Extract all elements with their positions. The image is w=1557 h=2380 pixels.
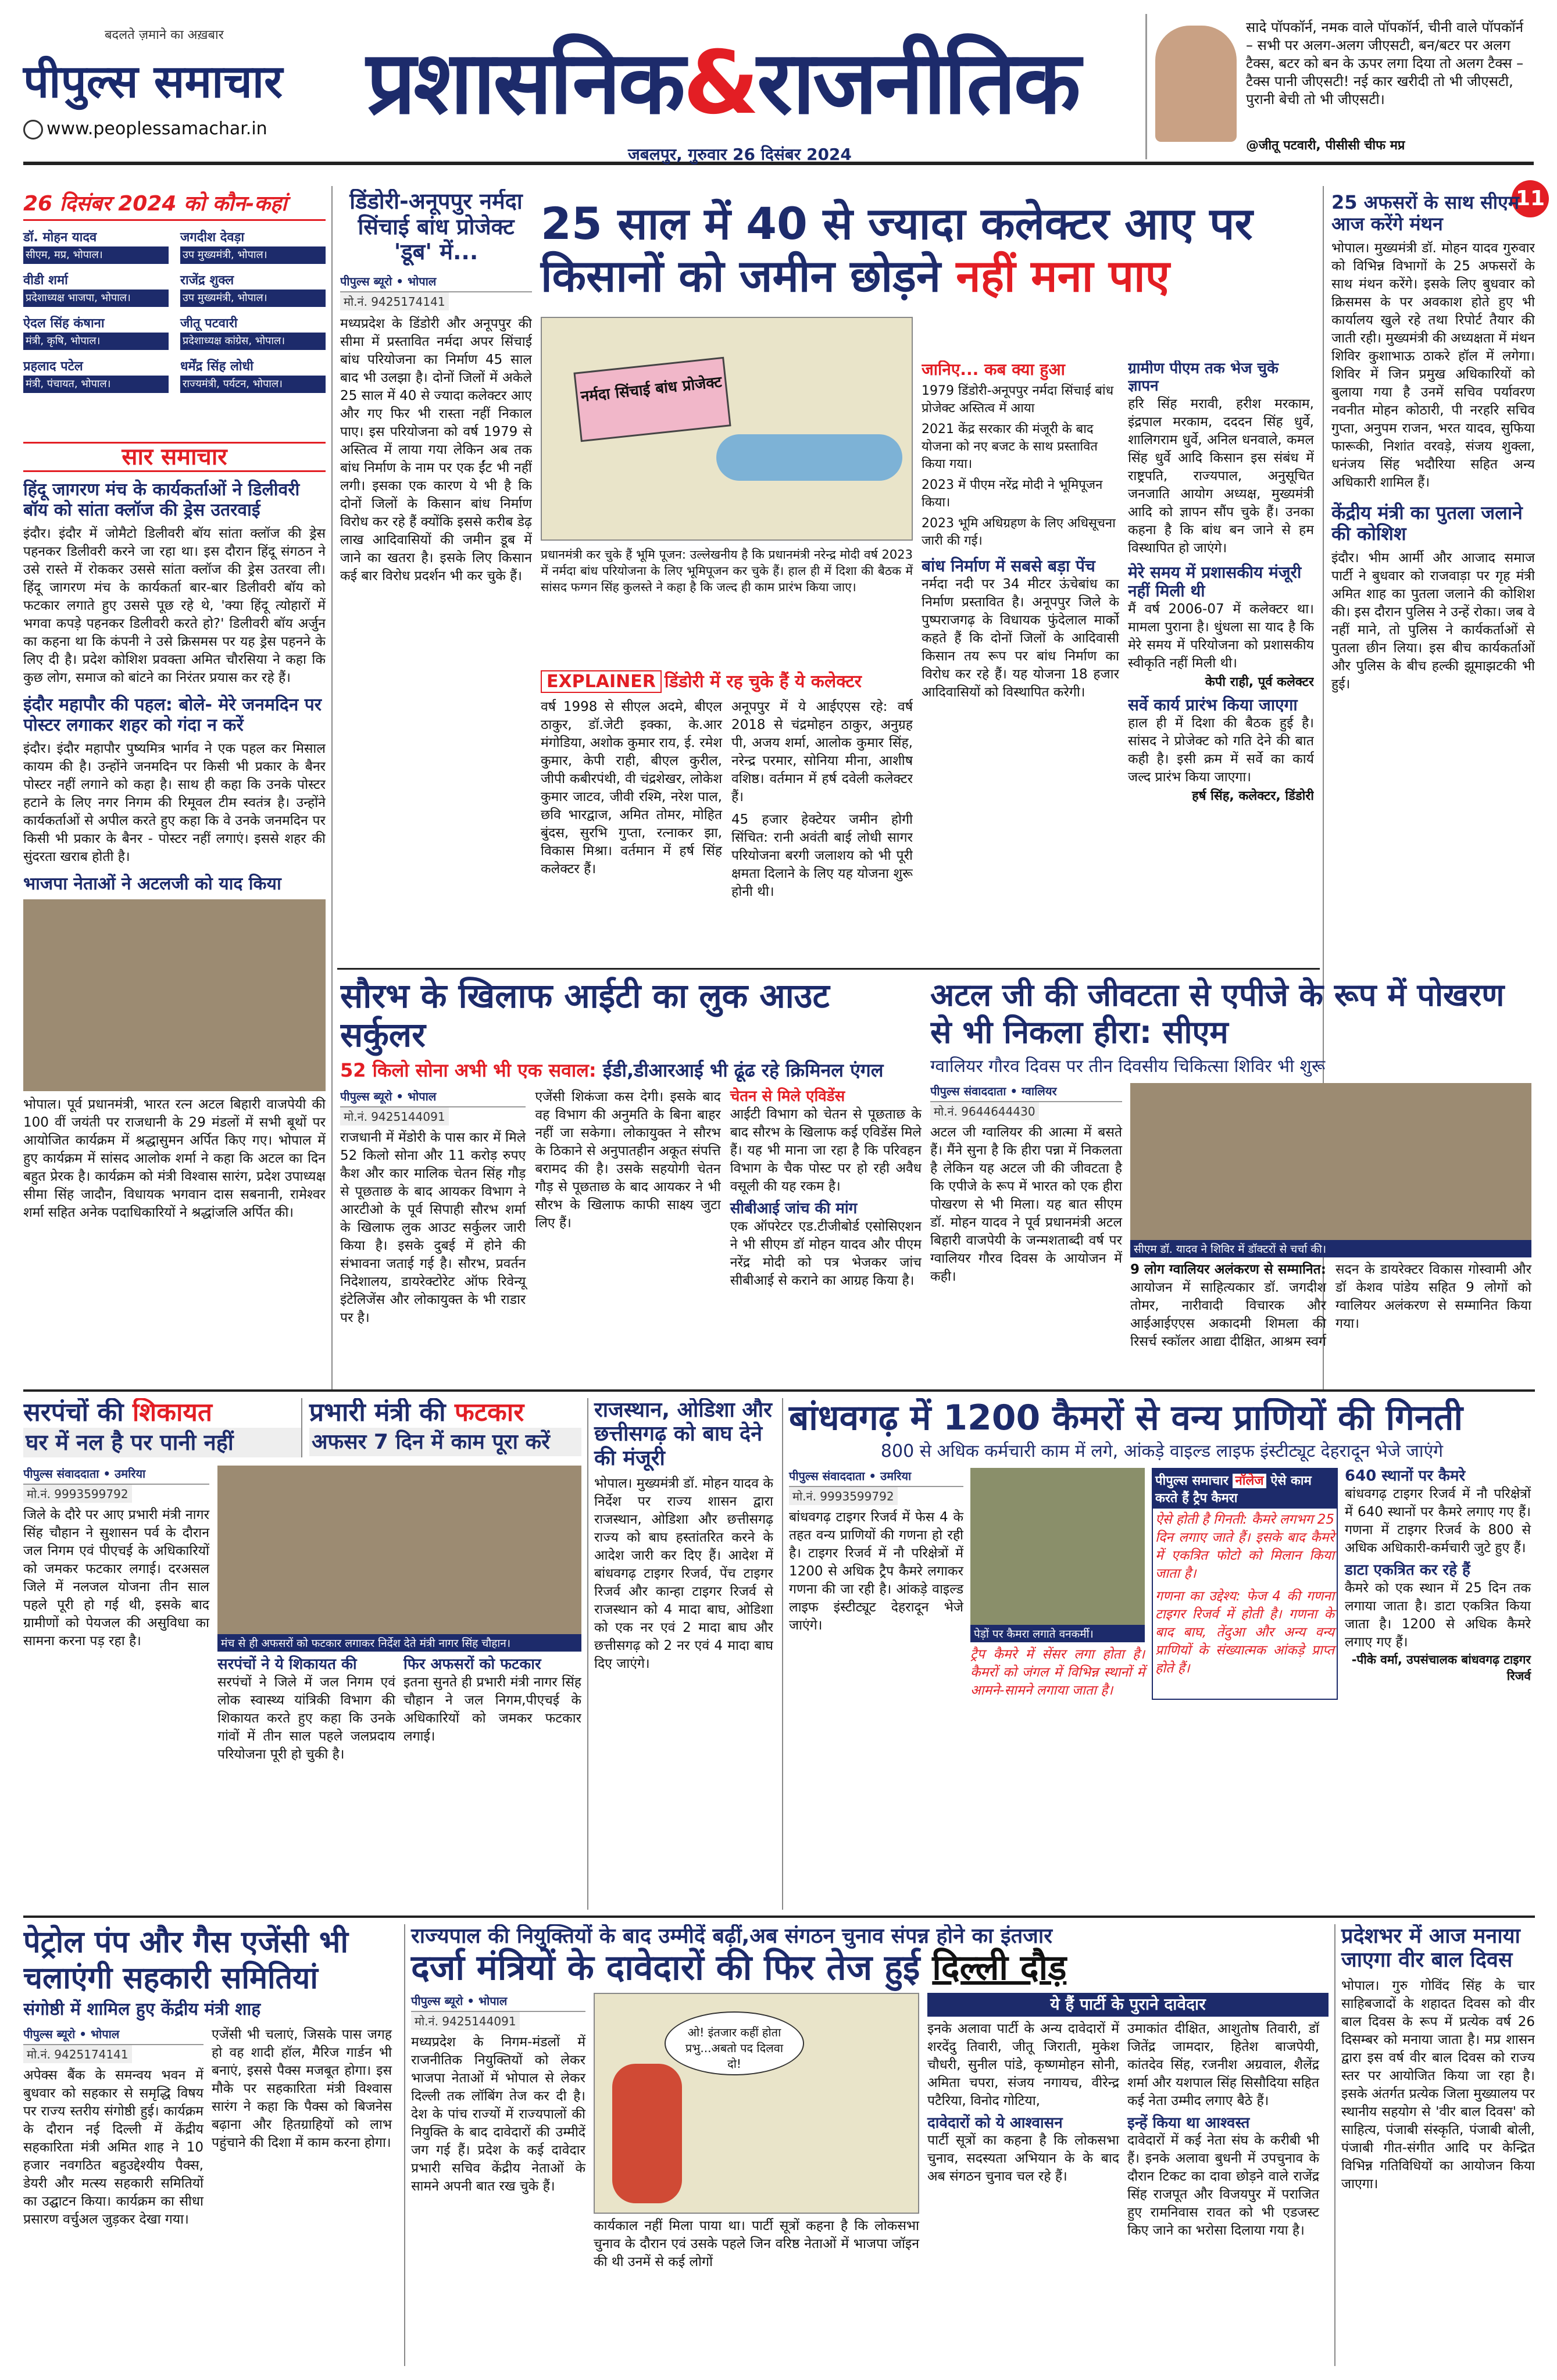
quote-sign: केपी राही, पूर्व कलेक्टर	[1205, 675, 1314, 690]
article-body: भोपाल। पूर्व प्रधानमंत्री, भारत रत्न अटल बिहारी वाजपेयी की 100 वीं जयंती पर राजधानी के 29 मंडलों में सभी बूथों पर आयोजित कार्यक्रम में श्रद्धासुमन अर्पित किए गए। भोपाल में हुए कार्यक्रम में सांसद आलोक शर्मा ने कहा कि अटल का दिन बहुत प्रेरक है। कार्यक्रम को मंत्री विश्वास सारंग, प्रदेश उपाध्यक्ष सीमा सिंह जादौन, विधायक भगवान दास सबनानी, रामेश्वर शर्मा सहित अनेक पदाधिकारियों ने श्रद्धांजलि अर्पित की।	[23, 1096, 326, 1220]
article-body: हाल ही में दिशा की बैठक हुई है। सांसद ने प्रोजेक्ट को गति देने की बात कही है। इसी क्रम में सर्वे का कार्य जल्द प्रारंभ किया जाएगा।	[1128, 716, 1314, 785]
politics-cartoon	[594, 1993, 919, 2214]
tiger-transfer-article	[587, 1398, 773, 1910]
article-body: मध्यप्रदेश के डिंडोरी और अनूपपुर की सीमा में प्रस्तावित नर्मदा अपर सिंचाई बांध परियोजना का निर्माण 45 साल बाद भी उलझा है। दोनों जिलों में अकेले 25 साल में 40 से ज्यादा कलेक्टर आए और गए फिर भी रास्ता नहीं निकाल पाए। इस परियोजना को वर्ष 1979 से अस्तित्व में लाया गया लेकिन अब तक बांध निर्माण के नाम पर एक ईंट भी नहीं लगी। इसका एक कारण ये भी है कि दोनों जिलों के किसान बांध निर्माण विरोध कर रहे हैं क्योंकि इससे करीब डेढ़ लाख आदिवासियों की जमीन डूब में जाने का खतरा है। इसके लिए किसान कई बार विरोध प्रदर्शन भी कर चुके हैं।	[340, 316, 532, 584]
schedule-item: जगदीश देवड़ा उप मुख्यमंत्री, भोपाल।	[180, 229, 326, 264]
globe-icon	[23, 120, 43, 140]
article-body: एजेंसी शिकंजा कस देगी। इसके बाद वह विभाग की अनुमति के बिना बाहर नहीं जा सकेगा। लोकायुक्त ने सौरभ के ठिकाने से अनुपातहीन अकूत संपत्ति बरामद की है। उसके सहयोगी चेतन गौड़ से पूछताछ के बाद आयकर ने भी सौरभ के खिलाफ काफी साक्ष्य जुटा लिए हैं।	[535, 1089, 721, 1231]
section-title-b: राजनीतिक	[756, 33, 1079, 134]
schedule-item: जीतू पटवारी प्रदेशाध्यक्ष कांग्रेस, भोपाल।	[180, 315, 326, 350]
box-label: पीपुल्स समाचार	[1155, 1474, 1229, 1488]
schedule-item: धर्मेंद्र सिंह लोधी राज्यमंत्री, पर्यटन, भोपाल।	[180, 358, 326, 393]
headline-highlight: दिल्ली दौड़	[932, 1947, 1067, 1989]
article-headline[interactable]: दर्जा मंत्रियों के दावेदारों की फिर तेज हुई	[411, 1947, 920, 1989]
paper-tagline: बदलते ज़माने का अख़बार	[105, 28, 224, 42]
paper-logo[interactable]	[23, 26, 349, 153]
section-rule	[23, 1916, 1535, 1918]
subhead: सर्वे कार्य प्रारंभ किया जाएगा	[1128, 695, 1298, 715]
article-body: इंदौर। इंदौर महापौर पुष्यमित्र भार्गव ने एक पहल कर मिसाल कायम की है। उन्होंने जनमदिन पर किसी भी प्रकार के बैनर पोस्टर नहीं लगाने को कहा है। साथ ही कहा कि उनके पोस्टर हटाने के लिए नगर निगम की रिमूवल टीम स्वतंत्र है। उन्होंने कार्यकर्ताओं से अपील करते हुए कहा कि वे उनके जनमदिन पर किसी भी प्रकार के बैनर - पोस्टर नहीं लगाएं। इससे शहर की सुंदरता खराब होती है।	[23, 741, 326, 864]
article-body: मध्यप्रदेश के निगम-मंडलों में राजनीतिक नियुक्तियों को लेकर भाजपा नेताओं में भोपाल से लेकर दिल्ली तक लॉबिंग तेज कर दी है। देश के पांच राज्यों में राज्यपालों की नियुक्ति के बाद दावेदारों की उम्मीदें जग गई हैं। प्रदेश के कई दावेदार प्रभारी सचिव केंद्रीय नेताओं के सामने अपनी बात रख चुके हैं।	[411, 2035, 585, 2195]
appointments-article	[404, 1924, 1329, 2366]
anuppur-collectors: अनूपपुर में ये आईएएस रहे: वर्ष 2018 से चंद्रमोहन ठाकुर, अनुग्रह पी, अजय शर्मा, आलोक कुमार सिंह, नरेन्द्र परमार, सोनिया मीना, आशीष वशिष्ठ। वर्तमान में हर्ष दवेली कलेक्टर हैं।	[731, 699, 913, 805]
byline: पीपुल्स ब्यूरो • भोपाल	[340, 273, 532, 292]
quote-box	[1145, 14, 1534, 159]
article-headline[interactable]: सौरभ के खिलाफ आईटी का लुक आउट सर्कुलर	[340, 977, 830, 1055]
article-body: दावेदारों में कई नेता संघ के करीबी भी हैं। इनके अलावा बुधनी में उपचुनाव के दौरान टिकट का दावा छोड़ने वाले राजेंद्र सिंह राजपूत और विजयपुर में पराजित हुए रामनिवास रावत को भी एडजस्ट किए जाने का भरोसा दिलाया गया है।	[1127, 2133, 1319, 2239]
news-brief-column	[23, 442, 326, 1384]
subhead: बांध निर्माण में सबसे बड़ा पेंच	[922, 556, 1095, 576]
mobile-number: मो.नं. 9425144091	[411, 2012, 520, 2030]
article-body: कार्यकाल नहीं मिला पाया था। पार्टी सूत्रों कहना है कि लोकसभा चुनाव के दौरान एवं उसके पहले जिन वरिष्ठ नेताओं में भाजपा जॉइन की थी उनमें से कई लोगों	[594, 2218, 919, 2270]
quote-text: सादे पॉपकॉर्न, नमक वाले पॉपकॉर्न, चीनी वाले पॉपकॉर्न – सभी पर अलग-अलग जीएसटी, बन/बटर पर अलग टैक्स, बटर को बन के ऊपर लगा दिया तो अलग टैक्स – टैक्स पानी जीएसटी! नई कार खरीदी तो भी जीएसटी, पुरानी बेची तो भी जीएसटी।	[1246, 19, 1524, 108]
article-headline[interactable]: अटल जी की जीवटता से एपीजे के रूप में पोखरण से भी निकला हीरा: सीएम	[930, 977, 1505, 1050]
explainer-headline: डिंडोरी में रह चुके हैं ये कलेक्टर	[664, 671, 862, 692]
schedule-item: राजेंद्र शुक्ल उप मुख्यमंत्री, भोपाल।	[180, 272, 326, 307]
article-body: इंदौर। इंदौर में जोमैटो डिलीवरी बॉय सांता क्लॉज की ड्रेस पहनकर डिलीवरी करने जा रहा था। इस दौरान हिंदू संगठन ने उसे रास्ते में रोककर उससे सांता क्लॉज की ड्रेस उतरवा ली। हिंदू जागरण मंच के कार्यकर्ता बार-बार डिलीवरी बॉय को फटकार लगाते हुए उससे पूछ रहे थे, 'क्या हिंदू त्योहारों में भगवा कपड़े पहनकर डिलीवरी करते हो?' डिलीवरी बॉय अर्जुन का कहना था कि कंपनी ने उसे क्रिसमस पर यह ड्रेस पहनने के लिए दी है। प्रदेश कोशिश प्रवक्ता अमित चौरसिया ने कहा कि कुछ लोग, समाज को बांटने का निरंतर प्रयास कर रहे हैं।	[23, 526, 326, 685]
column-divider	[331, 186, 333, 1389]
byline: पीपुल्स संवाददाता • ग्वालियर	[930, 1083, 1122, 1102]
schedule-item: ऐदल सिंह कंषाना मंत्री, कृषि, भोपाल।	[23, 315, 169, 350]
article-headline[interactable]: घर में नल है पर पानी नहीं	[23, 1428, 301, 1458]
quote-source: @जीतू पटवारी, पीसीसी चीफ मप्र	[1246, 138, 1405, 153]
subhead: इन्हें किया था आश्वस्त	[1127, 2114, 1250, 2132]
photo-caption: मंच से ही अफसरों को फटकार लगाकर निर्देश देते मंत्री नागर सिंह चौहान।	[217, 1634, 581, 1652]
subhead: ग्वालियर गौरव दिवस पर तीन दिवसीय चिकित्सा शिविर भी शुरू	[930, 1056, 1326, 1077]
masthead	[23, 14, 1534, 165]
article-body: उमाकांत दीक्षित, आशुतोष तिवारी, डॉ जितेंद्र जामदार, हितेश बाजपेयी, कांतदेव सिंह, रजनीश अग्रवाल, शैलेंद्र शर्मा और यशपाल सिंह सिसौदिया सहित कई नेता उम्मीद लगाए बैठे हैं।	[1127, 2021, 1319, 2109]
article-body: एजेंसी भी चलाएं, जिसके पास जगह हो वह शादी हॉल, मैरिज गार्डन भी बनाएं, इससे पैक्स मजबूत होगा। इस मौके पर सहकारिता मंत्री विश्वास सारंग ने कहा कि पैक्स को बिजनेस बढ़ाना और हितग्राहियों को लाभ पहुंचाने की दिशा में काम करना होगा।	[212, 2027, 392, 2150]
section-title	[366, 20, 1079, 138]
page-number: 11	[1512, 180, 1549, 217]
subhead: सरपंचों ने ये शिकायत की	[217, 1656, 357, 1674]
subhead: 800 से अधिक कर्मचारी काम में लगे, आंकड़े वाइल्ड लाइफ इंस्टीट्यूट देहरादून भेजे जाएंगे	[880, 1441, 1444, 1461]
subhead: मेरे समय में प्रशासकीय मंजूरी नहीं मिली थी	[1128, 562, 1302, 601]
article-body: सरपंचों ने जिले में जल निगम एवं लोक स्वास्थ्य यांत्रिकी विभाग की शिकायत करते हुए कहा कि उनके गांवों में तीन साल पहले जलप्रदाय परियोजना पूरी हो चुकी है।	[217, 1675, 395, 1763]
headline-highlight: शिकायत	[132, 1398, 213, 1427]
schedule-grid	[23, 229, 326, 393]
explainer-tag: EXPLAINER	[541, 670, 662, 693]
camera-trap-photo	[970, 1468, 1145, 1625]
dindori-main-headline[interactable]	[541, 198, 1297, 302]
explainer-body: वर्ष 1998 से सीएल अदमे, बीएल ठाकुर, डॉ.जेटी इक्का, के.आर मंगोडिया, अशोक कुमार राय, ई. रमेश कुमार, केपी राही, बीएल कुरील, जीपी कबीरपंथी, वी चंद्रशेखर, लोकेश कुमार जाटव, जीवी रश्मि, नरेश पाल, छवि भारद्वाज, अमित तोमर, मोहित बुंदस, सुरभि गुप्ता, रत्नाकर झा, विकास मिश्रा। वर्तमान में हर्ष सिंह कलेक्टर हैं।	[541, 699, 722, 877]
bandhavgarh-article	[782, 1398, 1535, 1910]
knowledge-box	[1152, 1468, 1338, 1700]
explainer-box	[541, 669, 913, 959]
article-headline[interactable]: भाजपा नेताओं ने अटलजी को याद किया	[23, 874, 281, 894]
article-body: अटल जी ग्वालियर की आत्मा में बसते हैं। मैंने सुना है कि हीरा पन्ना में निकलता है लेकिन यह अटल जी की जीवटता है कि एपीजे के रूप में भारत को एक हीरा पोखरण से भी मिला। यह बात सीएम डॉ. मोहन यादव ने पूर्व प्रधानमंत्री अटल बिहारी वाजपेयी के जन्मशताब्दी वर्ष पर ग्वालियर गौरव दिवस के आयोजन में कही।	[930, 1125, 1122, 1284]
subhead: ग्रामीण पीएम तक भेज चुके ज्ञापन	[1128, 360, 1279, 395]
mobile-number: मो.नं. 9425174141	[23, 2045, 132, 2063]
article-headline[interactable]: प्रदेशभर में आज मनाया जाएगा वीर बाल दिवस	[1341, 1924, 1520, 1972]
article-body: भोपाल। मुख्यमंत्री डॉ. मोहन यादव गुरुवार को विभिन्न विभागों के 25 अफसरों के साथ मंथन करेंगे। इसके लिए बुधवार को क्रिसमस के पर अवकाश होते हुए भी कार्यालय खुले रहे तथा रिपोर्ट तैयार की जाती रही। मुख्यमंत्री की अध्यक्षता में मंथन शिविर कुशाभाऊ ठाकरे हॉल में लगेगा। शिविर में जिन प्रमुख अधिकारियों को बुलाया गया है उनमें सचिव पर्यावरण नवनीत मोहन कोठारी, पी नरहरि सचिव गुप्ता, अनुपम राजन, भरत यादव, सुफिया फारूकी, निशांत वरवड़े, संजय शुक्ला, धनंजय सिंह भदौरिया सहित अन्य अधिकारी शामिल हैं।	[1331, 240, 1535, 490]
subhead: ईडी,डीआरआई भी ढूंढ रहे क्रिमिनल एंगल	[602, 1059, 884, 1082]
article-body: एक ऑपरेटर एड.टीजीबोर्ड एसोसिएशन ने भी सीएम डॉ मोहन यादव और पीएम नरेंद्र मोदी को पत्र भेजकर जांच सीबीआई से कराने का आग्रह किया है।	[730, 1219, 922, 1289]
timeline-item: 2023 भूमि अधिग्रहण के लिए अधिसूचना जारी की गई।	[922, 516, 1116, 549]
section-title-a: प्रशासनिक	[366, 33, 683, 134]
article-body: बांधवगढ़ टाइगर रिजर्व में नौ परिक्षेत्रों में 640 स्थानों पर कैमरे लगाए गए हैं। गणना में टाइगर रिजर्व के 800 से अधिक अधिकारी-कर्मचारी जुटे हुए हैं।	[1345, 1486, 1531, 1556]
dateline: जबलपुर, गुरुवार 26 दिसंबर 2024	[628, 145, 852, 164]
byline: पीपुल्स संवाददाता • उमरिया	[23, 1466, 209, 1485]
timeline-item: 1979 डिंडोरी-अनूपपुर नर्मदा सिंचाई बांध प्रोजेक्ट अस्तित्व में आया	[922, 384, 1114, 416]
box-tag: नॉलेज	[1233, 1474, 1266, 1488]
photo-caption: पेड़ों पर कैमरा लगाते वनकर्मी।	[970, 1625, 1145, 1642]
article-headline[interactable]: बांधवगढ़ में 1200 कैमरों से वन्य प्राणियों की गिनती	[789, 1398, 1463, 1438]
saurabh-article	[340, 977, 922, 1384]
veer-bal-article	[1334, 1924, 1535, 2366]
headline-highlight: फटकार	[454, 1398, 524, 1427]
article-body: मैं वर्ष 2006-07 में कलेक्टर था। मामला पुराना है। धुंधला सा याद है कि मेरे समय में परियोजना को प्रशासकीय स्वीकृति नहीं मिली थी।	[1128, 602, 1314, 671]
subhead: फिर अफसरों को फटकार	[403, 1656, 541, 1674]
article-headline[interactable]: अफसर 7 दिन में काम पूरा करें	[309, 1428, 581, 1456]
timeline-item: 2023 में पीएम नरेंद्र मोदी ने भूमिपूजन किया।	[922, 478, 1103, 510]
subhead: संगोष्ठी में शामिल हुए केंद्रीय मंत्री शाह	[23, 1999, 261, 2020]
section-rule	[337, 968, 1320, 970]
mobile-number: मो.नं. 9993599792	[23, 1485, 132, 1503]
photo-caption: प्रधानमंत्री कर चुके हैं भूमि पूजन: उल्लेखनीय है कि प्रधानमंत्री नरेन्द्र मोदी वर्ष 2023 में नर्मदा बांध परियोजना के लिए भूमिपूजन कर चुके हैं। हाल ही में दिशा की बैठक में सांसद फग्गन सिंह कुलस्ते ने कहा है कि जल्द ही काम प्रारंभ किया जाए।	[541, 548, 913, 594]
schedule-item: डॉ. मोहन यादव सीएम, मप्र, भोपाल।	[23, 229, 169, 264]
article-body: राजधानी में मेंडोरी के पास कार में मिले 52 किलो सोना और 11 करोड़ रुपए कैश और कार मालिक चेतन सिंह गौड़ से पूछताछ के बाद आयकर विभाग ने आरटीओ के पूर्व सिपाही सौरभ शर्मा के खिलाफ लुक आउट सर्कुलर जारी किया है। इसके दुबई में होने की संभावना जताई गई है। सौरभ, प्रवर्तन निदेशालय, डायरेक्टोरेट ऑफ रिवेन्यू इंटेलिजेंस और लोकायुक्त के भी राडार पर है।	[340, 1130, 526, 1326]
article-body: भोपाल। मुख्यमंत्री डॉ. मोहन यादव के निर्देश पर राज्य शासन द्वारा राजस्थान, ओडिशा और छत्तीसगढ़ राज्य को बाघ हस्तांतरित करने के आदेश जारी कर दिए हैं। आदेश में बांधवगढ़ टाइगर रिजर्व, पेंच टाइगर रिजर्व और कान्हा टाइगर रिजर्व से राजस्थान को 4 मादा बाघ, ओडिशा को एक नर एवं 2 मादा बाघ और छत्तीसगढ़ को 2 नर एवं 4 मादा बाघ दिए जाएंगे।	[594, 1476, 773, 1672]
article-headline[interactable]: डिंडोरी-अनूपपुर नर्मदा सिंचाई बांध प्रोजेक्ट 'डूब' में...	[349, 189, 523, 265]
quote-sign: हर्ष सिंह, कलेक्टर, डिंडोरी	[1192, 789, 1314, 804]
schedule-box	[23, 192, 326, 430]
headline-part: प्रभारी मंत्री की	[309, 1398, 446, 1427]
article-body: कैमरे को एक स्थान में 25 दिन तक लगाया जाता है। डाटा एकत्रित किया जाता है। 1200 से अधिक कैमरे लगाए गए हैं।	[1345, 1580, 1531, 1650]
article-headline[interactable]: इंदौर महापौर की पहल: बोले- मेरे जनमदिन पर पोस्टर लगाकर शहर को गंदा न करें	[23, 695, 322, 735]
article-body: बांधवगढ़ टाइगर रिजर्व में फेस 4 के तहत वन्य प्राणियों की गणना हो रही है। टाइगर रिजर्व में नौ परिक्षेत्रों में 1200 से अधिक ट्रैप कैमरे लगाकर गणना की जा रही है। आंकड़े वाइल्ड लाइफ इंस्टीट्यूट देहरादून भेजे जाएंगे।	[789, 1510, 963, 1633]
quote-author-photo	[1155, 26, 1237, 142]
subhead-highlight: 52 किलो सोना अभी भी एक सवाल:	[340, 1059, 597, 1082]
subhead: सीबीआई जांच की मांग	[730, 1200, 858, 1218]
article-body: आईटी विभाग को चेतन से पूछताछ के बाद सौरभ के खिलाफ कई एविडेंस मिले हैं। यह भी माना जा रहा है कि परिवहन विभाग के चैक पोस्ट पर हो रही अवैध वसूली की यह रकम है।	[730, 1107, 922, 1195]
subhead: 640 स्थानों पर कैमरे	[1345, 1467, 1466, 1485]
byline: पीपुल्स ब्यूरो • भोपाल	[340, 1088, 526, 1107]
event-photo	[1130, 1083, 1531, 1240]
timeline-title: जानिए... कब क्या हुआ	[922, 360, 1065, 379]
cartoon-river	[716, 434, 902, 481]
quote-sign: -पीके वर्मा, उपसंचालक बांधवगढ़ टाइगर रिजर्व	[1351, 1652, 1531, 1683]
box-item: गणना का उद्देश्य: फेज 4 की गणना टाइगर रिजर्व में होती है। गणना के बाद बाघ, तेंदुआ और अन्य वन्य प्राणियों के संख्यात्मक आंकड़े प्राप्त होते हैं।	[1155, 1589, 1334, 1676]
kicker-headline: राज्यपाल की नियुक्तियों के बाद उम्मीदें बढ़ीं,अब संगठन चुनाव संपन्न होने का इंतजार	[411, 1924, 1052, 1948]
schedule-item: वीडी शर्मा प्रदेशाध्यक्ष भाजपा, भोपाल।	[23, 272, 169, 307]
article-headline[interactable]: केंद्रीय मंत्री का पुतला जलाने की कोशिश	[1331, 501, 1523, 545]
box-item: ऐसे होती है गिनती: कैमरे लगभग 25 दिन लगाए जाते हैं। इसके बाद कैमरे में एकत्रित फोटो को मिलान किया जाता है।	[1155, 1512, 1334, 1581]
article-body: इतना सुनते ही प्रभारी मंत्री नागर सिंह चौहान ने जल निगम,पीएचई के अधिकारियों को जमकर फटकार लगाई।	[403, 1675, 581, 1745]
article-headline[interactable]: राजस्थान, ओडिशा और छत्तीसगढ़ को बाघ देने की मंजूरी	[594, 1398, 772, 1470]
byline: पीपुल्स ब्यूरो • भोपाल	[411, 1993, 585, 2012]
byline: पीपुल्स संवाददाता • उमरिया	[789, 1468, 963, 1487]
article-body: अपेक्स बैंक के समन्वय भवन में बुधवार को सहकार से समृद्धि विषय पर राज्य स्तरीय संगोष्ठी हुई। कार्यक्रम के दौरान नई दिल्ली में केंद्रीय सहकारिता मंत्री अमित शाह ने 10 हजार नवगठित बहुउद्देश्यीय पैक्स, डेयरी और मत्स्य सहकारी समितियों का उद्घाटन किया। कार्यक्रम का सीधा प्रसारण वर्चुअल जुड़कर देखा गया।	[23, 2068, 203, 2227]
article-body: नर्मदा नदी पर 34 मीटर ऊंचेबांध का निर्माण प्रस्तावित है। अनूपपुर जिले के पुष्पराजगढ़ के विधायक फुंदेलाल मार्को कहते हैं कि दोनों जिलों के आदिवासी किसान तय रूप पर बांध निर्माण का विरोध कर रहे हैं। यह योजना 18 हजार आदिवासियों को विस्थापित करेगी।	[922, 577, 1119, 701]
box-title: ऐसे काम करते हैं ट्रैप कैमरा	[1155, 1474, 1312, 1506]
article-headline[interactable]: पेट्रोल पंप और गैस एजेंसी भी चलाएंगी सहकारी समितियां	[23, 1925, 348, 1996]
headline-line-1: 25 साल में 40 से ज्यादा कलेक्टर आए पर	[541, 198, 1253, 249]
article-body: इनके अलावा पार्टी के अन्य दावेदारों में शरदेंदु तिवारी, जीतू जिराती, मुकेश चौधरी, सुनील पांडे, कृष्णमोहन सोनी, अमिता चपरा, संजय नगायच, वीरेन्द्र पटैरिया, विनोद गोटिया,	[927, 2021, 1119, 2109]
subhead: ये हैं पार्टी के पुराने दावेदार	[927, 1993, 1329, 2016]
dam-cartoon	[541, 317, 913, 541]
mobile-number: मो.नं. 9425174141	[340, 292, 449, 310]
event-photo	[217, 1466, 581, 1634]
mobile-number: मो.नं. 9993599792	[789, 1487, 898, 1505]
cartoon-file-label: नर्मदा सिंचाई बांध प्रोजेक्ट	[573, 357, 731, 442]
paper-url[interactable]: www.peoplessamachar.in	[47, 119, 267, 139]
article-headline[interactable]: हिंदू जागरण मंच के कार्यकर्ताओं ने डिलीवरी बॉय को सांता क्लॉज की ड्रेस उतरवाई	[23, 480, 300, 520]
mobile-number: मो.नं. 9425144091	[340, 1107, 449, 1125]
photo-note: ट्रैप कैमरे में सेंसर लगा होता है। कैमरों को जंगल में विभिन्न स्थानों में आमने-सामने लगाया जाता है।	[970, 1647, 1145, 1698]
article-body: हरि सिंह मरावी, हरीश मरकाम, इंद्रपाल मरकाम, दददन सिंह धुर्वे, शालिगराम धुर्वे, अनिल धनवाले, कमल सिंह धुर्वे आदि किसान इस संबंध में राष्ट्रपति, राज्यपाल, अनुसूचित जनजाति आयोग अध्यक्ष, मुख्यमंत्री आदि को ज्ञापन सौंप चुके हैं। उनका कहना है कि बांध बन जाने से हम विस्थापित हो जाएंगे।	[1128, 396, 1314, 556]
cartoon-speech-bubble: ओ! इंतजार कहीं होता प्रभु...अबतो पद दिलवा दो!	[665, 2011, 804, 2075]
schedule-item: प्रहलाद पटेल मंत्री, पंचायत, भोपाल।	[23, 358, 169, 393]
article-body: इंदौर। भीम आर्मी और आजाद समाज पार्टी ने बुधवार को राजवाड़ा पर गृह मंत्री अमित शाह का पुतला जलाने की कोशिश की। इस दौरान पुलिस ने उन्हें रोका। जब वे नहीं माने, तो पुलिस ने कार्यकर्ताओं से पुतला छीन लिया। इस बीच कार्यकर्ताओं और पुलिस के बीच हल्की झूमाझटकी भी हुई।	[1331, 551, 1535, 692]
mobile-number: मो.नं. 9644644430	[930, 1102, 1039, 1120]
article-body: पार्टी सूत्रों का कहना है कि लोकसभा चुनाव, सदस्यता अभियान के के बाद अब संगठन चुनाव चल रहे हैं।	[927, 2133, 1119, 2185]
article-body: जिले के दौरे पर आए प्रभारी मंत्री नागर सिंह चौहान ने सुशासन पर्व के दौरान जल निगम एवं पीएचई के अधिकारियों को जमकर फटकार लगाई। दरअसल जिले में नलजल योजना तीन साल पहले पूरी हो गई थी, इसके बाद ग्रामीणों को पेयजल की असुविधा का सामना करना पड़ रहा है।	[23, 1507, 209, 1649]
headline-part: सरपंचों की	[23, 1398, 124, 1427]
article-body: भोपाल। गुरु गोविंद सिंह के चार साहिबजादों के शहादत दिवस को वीर बाल दिवस के रूप में प्रत्येक वर्ष 26 दिसम्बर को मनाया जाता है। मप्र शासन द्वारा इस वर्ष वीर बाल दिवस को राज्य स्तर पर आयोजित किया जा रहा है। इसके अंतर्गत प्रत्येक जिला मुख्यालय पर स्थानीय सहयोग से 'वीर बाल दिवस' को साहित्य, पंजाबी संस्कृति, पंजाबी बोली, पंजाबी गीत-संगीत आदि पर केन्द्रित विभिन्न गतिविधियों का आयोजन किया जाएगा।	[1341, 1978, 1535, 2192]
news-brief-title: सार समाचार	[23, 442, 326, 472]
section-rule	[23, 1389, 1535, 1392]
headline-highlight: नहीं मना पाए	[956, 250, 1170, 302]
subhead: चेतन से मिले एविडेंस	[730, 1088, 845, 1106]
article-body: आयोजन में साहित्यकार डॉ. जगदीश तोमर, नारीवादी विचारक और आईआईएएस अकादमी शिमला की रिसर्च स्कॉलर आद्या दीक्षित, आश्रम स्वर्ग सदन के डायरेक्टर विकास गोस्वामी और डॉ केशव पांडेय सहित 9 लोगों को ग्वालियर अलंकरण से सम्मानित किया गया।	[1130, 1262, 1531, 1349]
sarpanch-article	[23, 1398, 581, 1910]
event-photo	[23, 899, 326, 1091]
byline: पीपुल्स ब्यूरो • भोपाल	[23, 2026, 203, 2045]
paper-name: पीपुल्स समाचार	[23, 56, 283, 108]
irrigation-note: 45 हजार हेक्टेयर जमीन होगी सिंचित: रानी अवंती बाई लोधी सागर परियोजना बरगी जलाशय को भी पूरी क्षमता दिलाने के लिए यह योजना शुरू होनी थी।	[731, 812, 913, 899]
article-headline[interactable]: 25 अफसरों के साथ सीएम आज करेंगे मंथन	[1331, 192, 1519, 235]
subhead: दावेदारों को ये आश्वासन	[927, 2114, 1063, 2132]
section-amp: &	[683, 33, 757, 134]
headline-line-2: किसानों को जमीन छोड़ने	[541, 250, 941, 302]
dindori-right-column	[1128, 360, 1314, 959]
cartoon-figure	[612, 2064, 682, 2203]
dindori-side-column	[340, 189, 532, 962]
atal-article	[930, 977, 1535, 1384]
timeline-item: 2021 केंद्र सरकार की मंजूरी के बाद योजना को नए बजट के साथ प्रस्तावित किया गया।	[922, 422, 1098, 472]
subhead: डाटा एकत्रित कर रहे हैं	[1345, 1561, 1470, 1579]
schedule-title: 26 दिसंबर 2024 को कौन-कहां	[23, 192, 326, 221]
subhead: 9 लोग ग्वालियर अलंकरण से सम्मानित:	[1130, 1262, 1326, 1277]
timeline-column	[922, 360, 1119, 959]
cooperative-article	[23, 1924, 395, 2366]
photo-caption: सीएम डॉ. यादव ने शिविर में डॉक्टरों से चर्चा की।	[1130, 1240, 1531, 1257]
